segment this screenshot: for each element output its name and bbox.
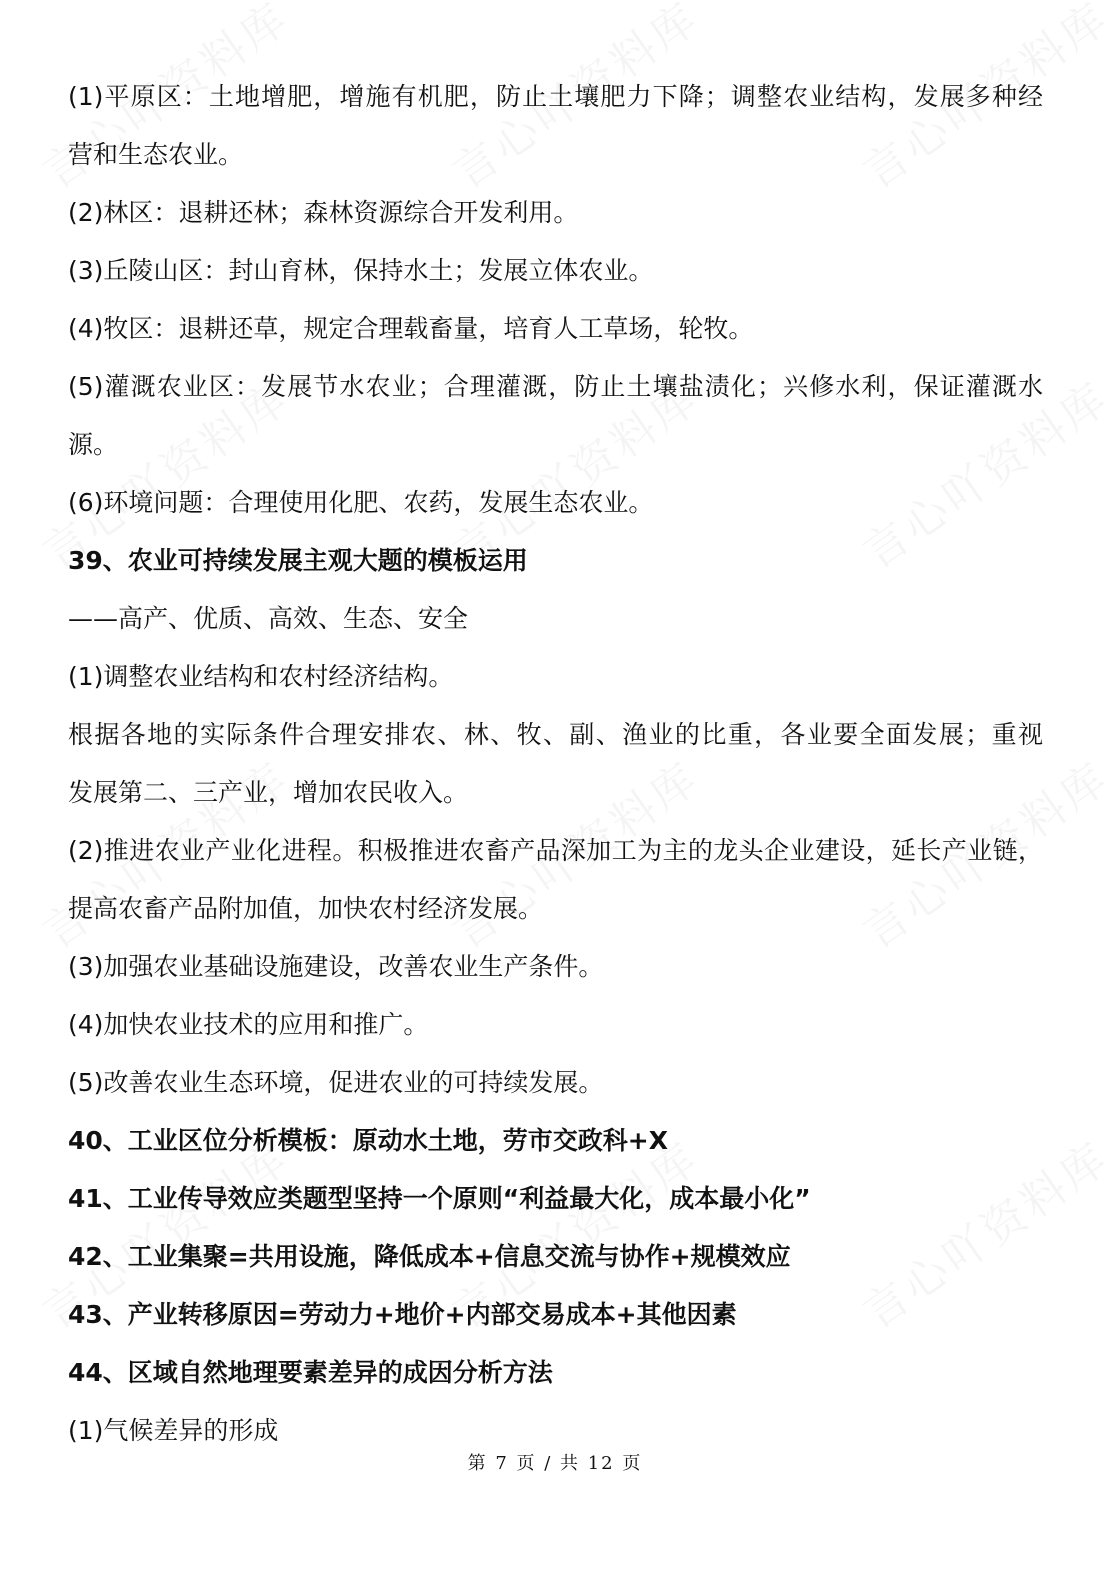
section-heading: 42、工业集聚=共用设施，降低成本+信息交流与协作+规模效应 bbox=[68, 1242, 791, 1271]
paragraph-line: 源。 bbox=[68, 430, 119, 459]
paragraph-line: (3)加强农业基础设施建设，改善农业生产条件。 bbox=[68, 952, 604, 981]
paragraph-line: 根据各地的实际条件合理安排农、林、牧、副、渔业的比重，各业要全面发展；重视 bbox=[68, 720, 1043, 749]
paragraph-line: (1)气候差异的形成 bbox=[68, 1416, 279, 1445]
paragraph-line: 提高农畜产品附加值，加快农村经济发展。 bbox=[68, 894, 544, 923]
paragraph-line: (5)改善农业生态环境，促进农业的可持续发展。 bbox=[68, 1068, 604, 1097]
paragraph-line: (2)林区：退耕还林；森林资源综合开发利用。 bbox=[68, 198, 579, 227]
section-heading: 39、农业可持续发展主观大题的模板运用 bbox=[68, 546, 528, 575]
paragraph-line: (2)推进农业产业化进程。积极推进农畜产品深加工为主的龙头企业建设，延长产业链， bbox=[68, 836, 1043, 865]
paragraph-line: (5)灌溉农业区：发展节水农业；合理灌溉，防止土壤盐渍化；兴修水利，保证灌溉水 bbox=[68, 372, 1043, 401]
section-heading: 44、区域自然地理要素差异的成因分析方法 bbox=[68, 1358, 553, 1387]
section-heading: 41、工业传导效应类题型坚持一个原则“利益最大化，成本最小化” bbox=[68, 1184, 811, 1213]
paragraph-line: 发展第二、三产业，增加农民收入。 bbox=[68, 778, 469, 807]
paragraph-line: 营和生态农业。 bbox=[68, 140, 244, 169]
document-body bbox=[68, 68, 1043, 1460]
paragraph-line: (4)加快农业技术的应用和推广。 bbox=[68, 1010, 429, 1039]
paragraph-line: (3)丘陵山区：封山育林，保持水土；发展立体农业。 bbox=[68, 256, 654, 285]
page-number-footer: 第 7 页 / 共 12 页 bbox=[467, 1453, 643, 1474]
paragraph-line: (6)环境问题：合理使用化肥、农药，发展生态农业。 bbox=[68, 488, 654, 517]
paragraph-line: (1)调整农业结构和农村经济结构。 bbox=[68, 662, 454, 691]
paragraph-line: (4)牧区：退耕还草，规定合理载畜量，培育人工草场，轮牧。 bbox=[68, 314, 754, 343]
section-heading: 40、工业区位分析模板：原动水土地，劳市交政科+X bbox=[68, 1126, 669, 1155]
section-heading: 43、产业转移原因=劳动力+地价+内部交易成本+其他因素 bbox=[68, 1300, 737, 1329]
paragraph-line: ——高产、优质、高效、生态、安全 bbox=[68, 604, 469, 633]
paragraph-line: (1)平原区：土地增肥，增施有机肥，防止土壤肥力下降；调整农业结构，发展多种经 bbox=[68, 82, 1043, 111]
